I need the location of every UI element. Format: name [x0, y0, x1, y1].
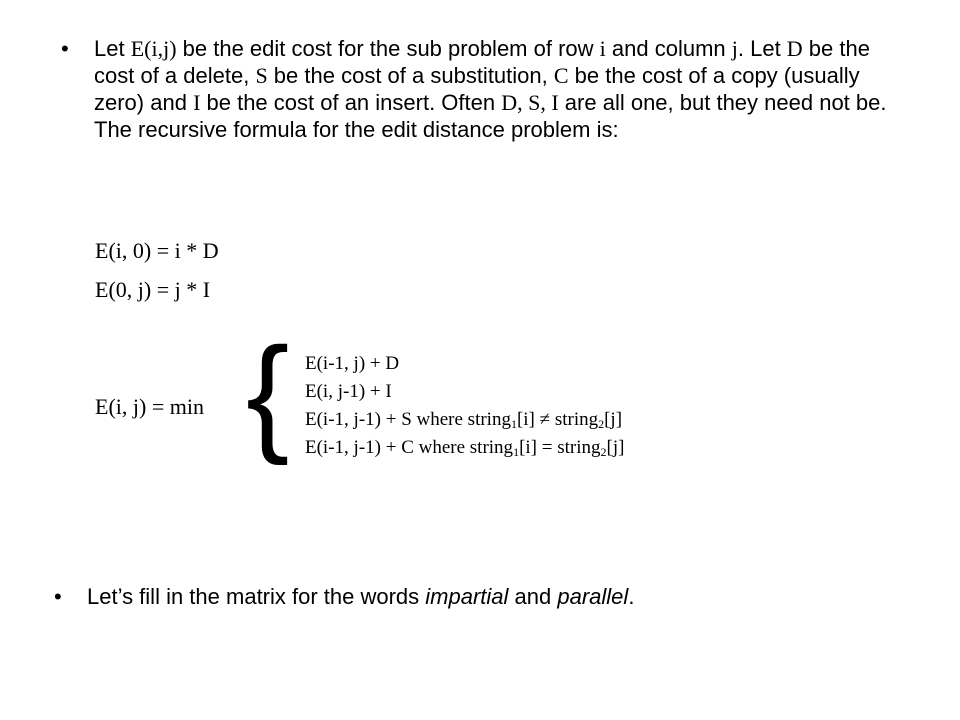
case-delete: E(i-1, j) + D	[305, 353, 400, 374]
var-i: i	[599, 36, 606, 61]
bullet-dot: •	[54, 584, 62, 609]
var-j: j	[731, 36, 738, 61]
var-i-insert: I	[193, 90, 201, 115]
case-insert: E(i, j-1) + I	[305, 381, 392, 402]
var-s: S	[255, 63, 268, 88]
text-substitution: be the cost of a substitution,	[267, 63, 554, 88]
text-let: Let	[94, 36, 131, 61]
var-dsi: D, S, I	[501, 90, 559, 115]
text-copy: be the cost of a copy (usually zero) and	[94, 63, 860, 115]
var-e-ij: E(i,j)	[130, 36, 177, 61]
bullet-paragraph-matrix	[54, 583, 907, 610]
text-edit-cost: be the edit cost for the sub problem of row	[176, 36, 600, 61]
formula-base-row: E(i, 0) = i * D	[95, 238, 219, 263]
text-recursive: are all one, but they need not be. The recursive formula for the edit distance problem is:	[94, 90, 887, 142]
text-delete: be the cost of a delete,	[94, 36, 870, 88]
text-and-column: and column	[605, 36, 732, 61]
curly-brace: {	[246, 320, 290, 466]
text-fill-matrix: Let’s fill in the matrix for the words	[87, 584, 426, 609]
text-period: .	[628, 584, 635, 609]
formula-base-col: E(0, j) = j * I	[95, 277, 211, 302]
word-parallel: parallel	[557, 584, 629, 609]
var-c: C	[553, 63, 569, 88]
case-substitute: E(i-1, j-1) + S where string$_1$[i] ≠ string$_2$[j]	[305, 409, 623, 431]
formula-recurrence-lhs: E(i, j) = min	[95, 394, 204, 419]
bullet-dot: •	[61, 36, 69, 61]
bullet-paragraph-definitions	[61, 35, 904, 143]
text-let-2: . Let	[737, 36, 787, 61]
text-insert: be the cost of an insert. Often	[200, 90, 502, 115]
case-copy: E(i-1, j-1) + C where string$_1$[i] = string$_2$[j]	[305, 437, 625, 459]
text-and: and	[508, 584, 558, 609]
word-impartial: impartial	[425, 584, 509, 609]
var-d: D	[786, 36, 803, 61]
